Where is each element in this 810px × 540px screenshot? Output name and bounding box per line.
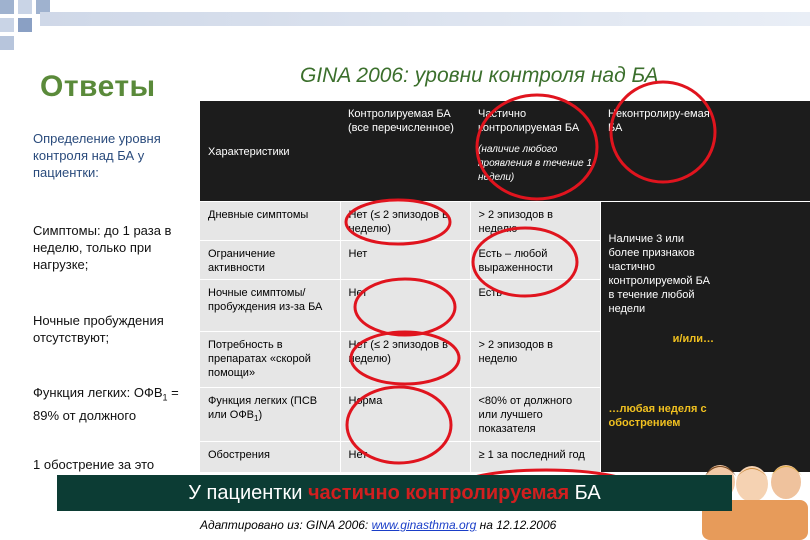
banner-highlight: частично контролируемая xyxy=(307,482,570,504)
symptoms-text: Симптомы: до 1 раза в неделю, только при нагрузке; xyxy=(33,223,172,272)
header-partly-controlled: Частично контролируемая БА (наличие любого проявления в течение 1 недели) xyxy=(470,101,600,202)
night-awakening-text: Ночные пробуждения отсутствуют; xyxy=(33,313,164,345)
row-controlled: Нет xyxy=(340,241,470,280)
partly-note: (наличие любого проявления в течение 1 недели) xyxy=(478,144,593,183)
row-characteristic: Ограничение активности xyxy=(200,241,340,280)
lung-function-text: Функция легких: $ОФВ_1 = 89\%$ от должного xyxy=(33,385,179,423)
header-uncontrolled: Неконтролиру-емая БА xyxy=(600,101,810,202)
banner-prefix: У пациентки xyxy=(188,482,308,504)
row-characteristic: Потребность в препаратах «скорой помощи» xyxy=(200,332,340,388)
uncontrolled-criteria: Наличие 3 или более признаков частично контролируемой БА в течение любой недели xyxy=(608,233,710,315)
banner-suffix: БА xyxy=(569,482,601,504)
row-partly: Есть xyxy=(470,280,600,332)
top-decorative-bar xyxy=(40,12,810,26)
header-characteristics: Характеристики xyxy=(200,101,340,202)
row-characteristic: Функция легких (ПСВ или $ОФВ_1$) xyxy=(200,388,340,442)
header-controlled: Контролируемая БА (все перечисленное) xyxy=(340,101,470,202)
row-partly: > 2 эпизодов в неделю xyxy=(470,202,600,241)
row-characteristic: Ночные симптомы/ пробуждения из-за БА xyxy=(200,280,340,332)
asthma-control-table xyxy=(200,101,810,472)
table-header-row xyxy=(200,101,810,202)
source-link[interactable]: www.ginasthma.org xyxy=(371,518,477,532)
row-partly: <80% от должного или лучшего показателя xyxy=(470,388,600,442)
row-controlled: Нет xyxy=(340,280,470,332)
row-characteristic: Дневные симптомы xyxy=(200,202,340,241)
table-title: GINA 2006: уровни контроля над БА xyxy=(300,64,659,87)
row-controlled: Нет (≤ 2 эпизодов в неделю) xyxy=(340,332,470,388)
uncontrolled-or: и/или… xyxy=(672,333,714,345)
row-characteristic: Обострения xyxy=(200,442,340,472)
row-controlled: Нет xyxy=(340,442,470,472)
exacerbation-text: 1 обострение за это xyxy=(33,457,155,472)
row-controlled: Нет (≤ 2 эпизодов в неделю) xyxy=(340,202,470,241)
conclusion-banner xyxy=(57,475,732,511)
row-partly: > 2 эпизодов в неделю xyxy=(470,332,600,388)
row-partly: Есть – любой выраженности xyxy=(470,241,600,280)
uncontrolled-exacerbation: …любая неделя с обострением xyxy=(608,403,707,429)
uncontrolled-cell xyxy=(600,202,810,472)
slide-title: Ответы xyxy=(40,70,156,103)
table-row xyxy=(200,202,810,241)
definition-text: Определение уровня контроля над БА у пациентки: xyxy=(33,131,161,180)
source-footer: Адаптировано из: GINA 2006: www.ginasthma.org на 12.12.2006 xyxy=(200,518,557,532)
row-partly: ≥ 1 за последний год xyxy=(470,442,600,472)
row-controlled: Норма xyxy=(340,388,470,442)
